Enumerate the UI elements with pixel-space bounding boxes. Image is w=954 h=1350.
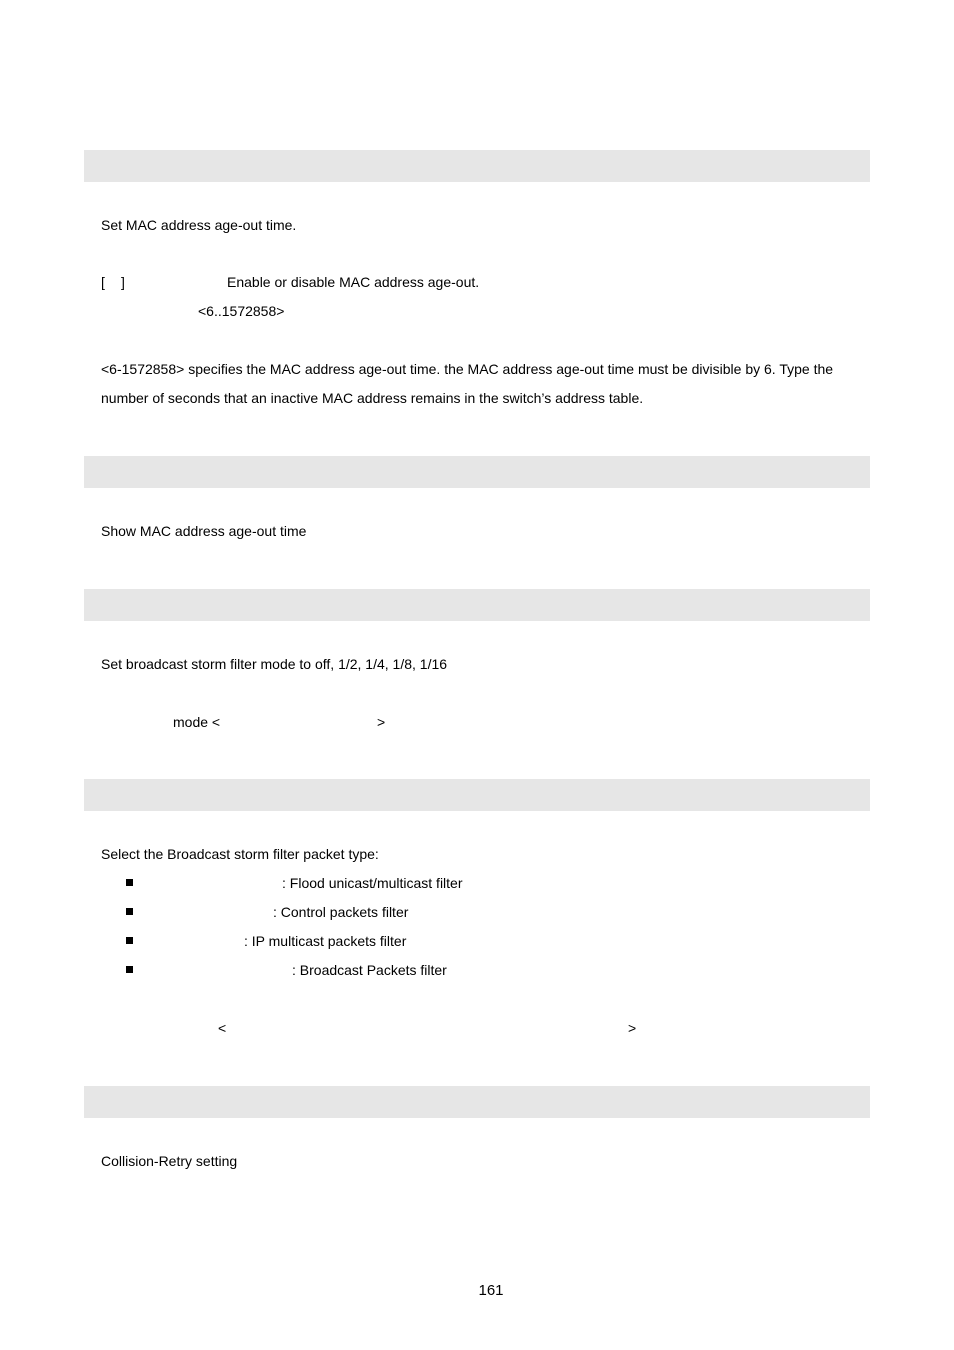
list-item: : Broadcast Packets filter (292, 962, 447, 978)
example-suffix: > (628, 1020, 637, 1036)
section-description: Collision-Retry setting (101, 1153, 238, 1169)
note-line: number of seconds that an inactive MAC address remains in the switch’s address table. (101, 390, 644, 406)
section-header-bar (84, 589, 870, 621)
section-description: Set MAC address age-out time. (101, 217, 297, 233)
bullet-icon (126, 908, 133, 915)
list-item: : Control packets filter (273, 904, 409, 920)
example-prefix: < (218, 1020, 227, 1036)
example-prefix: mode < (173, 714, 221, 730)
bullet-icon (126, 966, 133, 973)
section-description: Select the Broadcast storm filter packet type: (101, 846, 379, 862)
param-description: Enable or disable MAC address age-out. (227, 274, 480, 290)
list-item: : IP multicast packets filter (244, 933, 407, 949)
section-description: Set broadcast storm filter mode to off, 1/2, 1/4, 1/8, 1/16 (101, 656, 448, 672)
example-suffix: > (377, 714, 386, 730)
section-header-bar (84, 456, 870, 488)
param-bracket-close: ] (121, 274, 125, 290)
section-description: Show MAC address age-out time (101, 523, 307, 539)
section-header-bar (84, 779, 870, 811)
bullet-icon (126, 937, 133, 944)
bullet-icon (126, 879, 133, 886)
section-header-bar (84, 1086, 870, 1118)
page-number: 161 (478, 1282, 504, 1299)
note-line: <6-1572858> specifies the MAC address age-out time. the MAC address age-out time must be divisible by 6. Type the (101, 361, 834, 377)
list-item: : Flood unicast/multicast filter (282, 875, 463, 891)
section-header-bar (84, 150, 870, 182)
param-range: <6..1572858> (198, 303, 285, 319)
param-bracket-open: [ (101, 274, 105, 290)
